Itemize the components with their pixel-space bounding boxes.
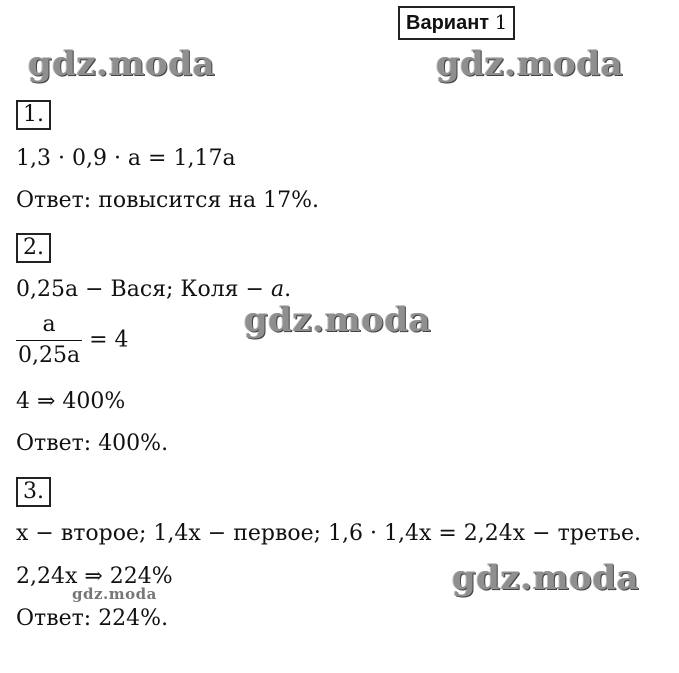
watermark-4: gdz.moda bbox=[452, 558, 640, 598]
watermark-3: gdz.moda bbox=[244, 300, 432, 340]
task-2-fraction-numerator: a bbox=[42, 312, 56, 337]
watermark-5: gdz.moda bbox=[72, 585, 157, 603]
variant-number: 1 bbox=[494, 10, 508, 34]
task-2-fraction bbox=[16, 312, 82, 369]
task-2-line-1 bbox=[16, 277, 291, 303]
task-3-line-1: x − второе; 1,4x − первое; 1,6 · 1,4x = 2,24x − третье. bbox=[16, 521, 642, 546]
task-3-answer: Ответ: 224%. bbox=[16, 606, 169, 631]
task-2-fraction-rhs: = 4 bbox=[89, 327, 129, 353]
watermark-1: gdz.moda bbox=[28, 44, 216, 84]
variant-label: Вариант bbox=[406, 12, 490, 34]
variant-box bbox=[398, 6, 515, 40]
task-2-number: 2. bbox=[16, 233, 51, 263]
task-2-fraction-line bbox=[16, 312, 129, 369]
task-2-line-3: 4 ⇒ 400% bbox=[16, 389, 126, 414]
task-1-answer: Ответ: повысится на 17%. bbox=[16, 188, 320, 213]
task-2-fraction-denominator: 0,25a bbox=[18, 343, 81, 368]
task-2-line-1-b: − Вася; Коля − bbox=[78, 277, 271, 302]
watermark-2: gdz.moda bbox=[436, 44, 624, 84]
task-1-number: 1. bbox=[16, 100, 51, 130]
task-2-answer: Ответ: 400%. bbox=[16, 431, 169, 456]
task-1-equation: 1,3 · 0,9 · a = 1,17a bbox=[16, 146, 236, 171]
fraction-bar bbox=[16, 340, 82, 341]
task-2-line-1-a: 0,25a bbox=[16, 277, 79, 302]
task-2-line-1-d: . bbox=[284, 277, 292, 302]
task-3-number: 3. bbox=[16, 477, 51, 507]
task-3-line-2: 2,24x ⇒ 224% bbox=[16, 564, 173, 589]
task-2-line-1-c: a bbox=[270, 277, 285, 302]
